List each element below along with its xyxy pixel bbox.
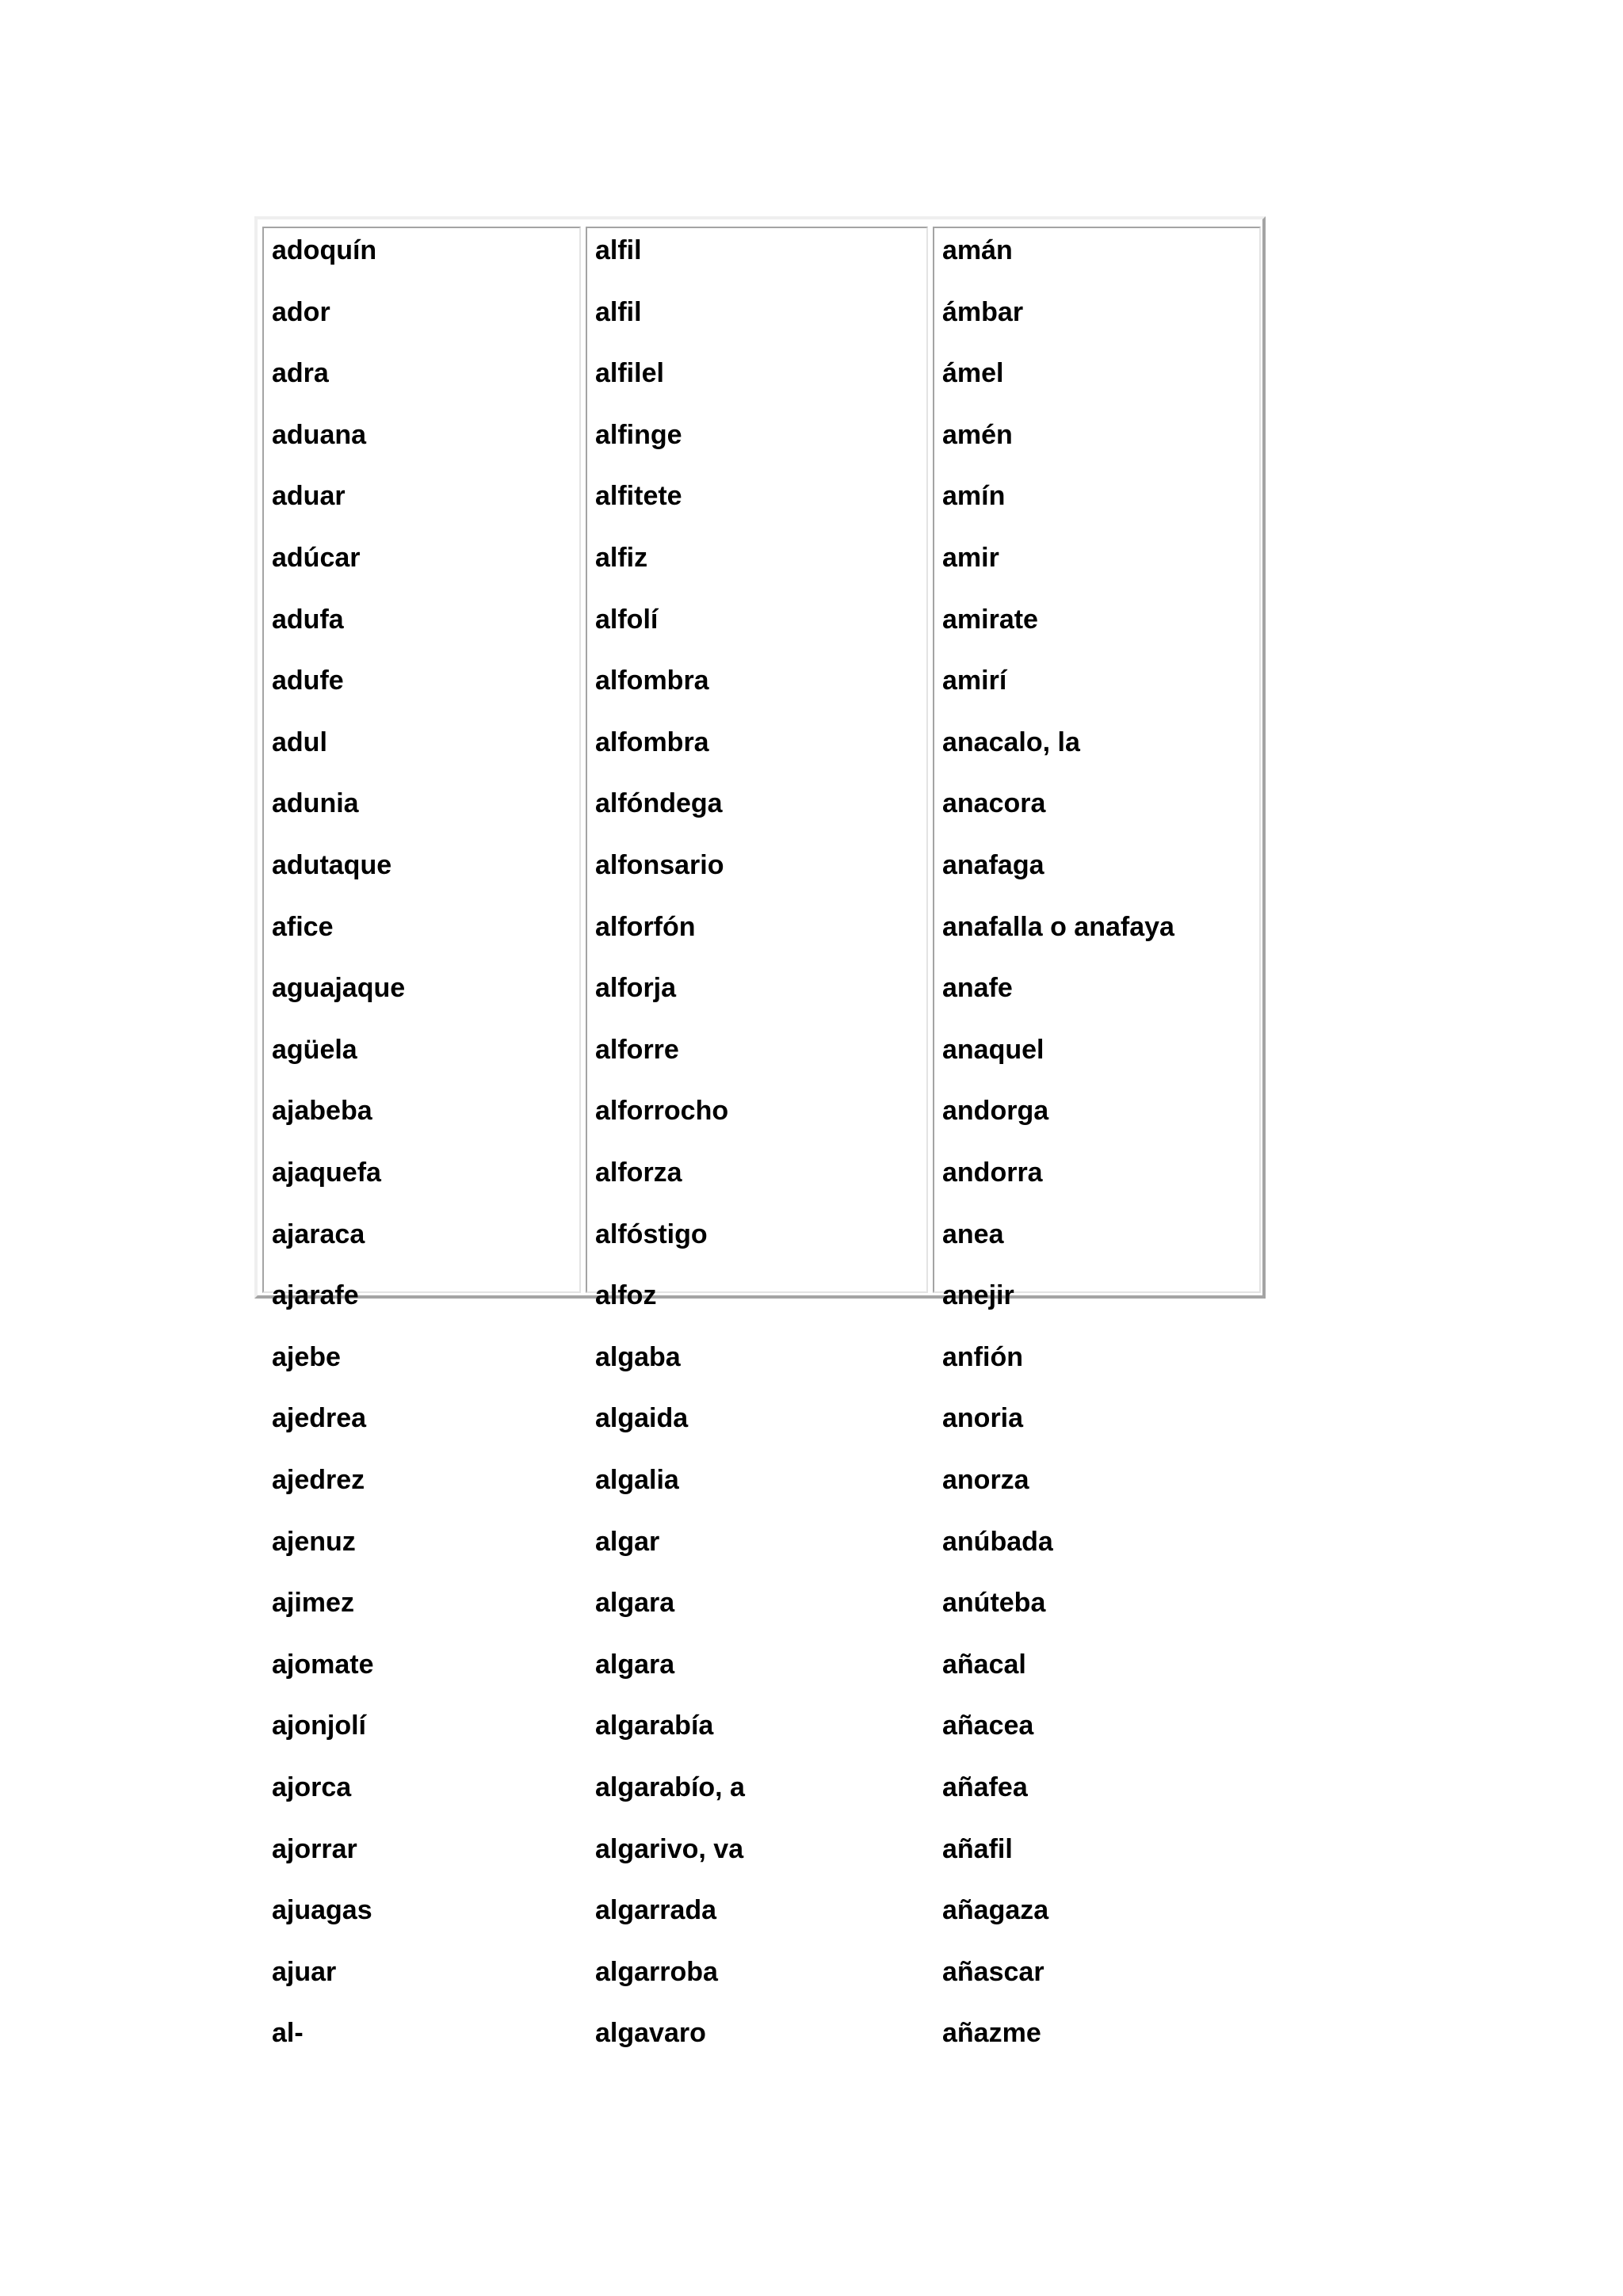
list-item: adufe (272, 666, 344, 696)
list-item: añagaza (942, 1895, 1049, 1926)
list-item: ajorca (272, 1772, 352, 1802)
list-item: añascar (942, 1956, 1044, 1987)
list-item: alforfón (595, 911, 696, 942)
list-item: anúteba (942, 1588, 1046, 1619)
table-column-2 (586, 227, 928, 2049)
list-item: alfinge (595, 419, 682, 450)
list-item: ajorrar (272, 1833, 357, 1864)
list-item: ajedrea (272, 1403, 367, 1434)
list-item: ajaquefa (272, 1158, 381, 1188)
list-item: anorza (942, 1465, 1029, 1495)
list-item: alforja (595, 973, 677, 1004)
list-item: ajebe (272, 1341, 341, 1372)
list-item: alfonsario (595, 850, 724, 880)
list-item: ador (272, 296, 330, 327)
list-item: alfoz (595, 1280, 657, 1311)
list-item: algara (595, 1649, 675, 1680)
list-item: amén (942, 419, 1013, 450)
list-item: al- (272, 2018, 304, 2049)
list-item: ajimez (272, 1588, 354, 1619)
list-item: alforza (595, 1158, 682, 1188)
list-item: añafil (942, 1833, 1013, 1864)
list-item: aduana (272, 419, 367, 450)
list-item: algaba (595, 1341, 681, 1372)
list-item: ajenuz (272, 1526, 356, 1557)
list-item: amín (942, 481, 1006, 512)
list-item: amán (942, 235, 1013, 265)
list-item: anejir (942, 1280, 1014, 1311)
list-item: alfilel (595, 358, 664, 389)
list-item: andorra (942, 1158, 1043, 1188)
list-item: alfitete (595, 481, 682, 512)
list-item: ámel (942, 358, 1004, 389)
list-item: aguajaque (272, 973, 406, 1004)
list-item: anafaga (942, 850, 1044, 880)
list-item: ajedrez (272, 1465, 365, 1495)
list-item: andorga (942, 1096, 1049, 1127)
list-item: algarabío, a (595, 1772, 745, 1802)
list-item: anúbada (942, 1526, 1053, 1557)
list-item: amirí (942, 666, 1007, 696)
list-item: algalia (595, 1465, 679, 1495)
list-item: adul (272, 727, 327, 757)
table-column-1 (262, 227, 581, 2049)
list-item: adra (272, 358, 329, 389)
list-item: añazme (942, 2018, 1041, 2049)
list-item: añacal (942, 1649, 1026, 1680)
list-item: alfil (595, 235, 642, 265)
list-item: anafalla o anafaya (942, 911, 1174, 942)
list-item: ajarafe (272, 1280, 359, 1311)
list-item: ajonjolí (272, 1711, 366, 1741)
list-item: alfiz (595, 543, 648, 573)
list-item: anoria (942, 1403, 1024, 1434)
list-item: adúcar (272, 543, 361, 573)
list-item: anafe (942, 973, 1013, 1004)
list-item: algaida (595, 1403, 689, 1434)
list-item: agüela (272, 1034, 357, 1065)
list-item: alfombra (595, 666, 709, 696)
list-item: alforrocho (595, 1096, 729, 1127)
list-item: anacora (942, 788, 1046, 819)
list-item: algar (595, 1526, 660, 1557)
list-item: adufa (272, 604, 344, 635)
list-item: algarabía (595, 1711, 714, 1741)
list-item: anaquel (942, 1034, 1044, 1065)
list-item: amir (942, 543, 999, 573)
list-item: alfóndega (595, 788, 723, 819)
list-item: alfil (595, 296, 642, 327)
list-item: anacalo, la (942, 727, 1080, 757)
list-item: algara (595, 1588, 675, 1619)
list-item: añafea (942, 1772, 1028, 1802)
list-item: adoquín (272, 235, 377, 265)
list-item: adutaque (272, 850, 392, 880)
list-item: algarrada (595, 1895, 717, 1926)
list-item: ajabeba (272, 1096, 372, 1127)
list-item: ajomate (272, 1649, 374, 1680)
list-item: ajuar (272, 1956, 337, 1987)
word-table (254, 216, 1266, 2049)
list-item: añacea (942, 1711, 1034, 1741)
list-item: alfóstigo (595, 1219, 708, 1249)
table-column-3 (933, 227, 1261, 2049)
list-item: alfombra (595, 727, 709, 757)
list-item: adunia (272, 788, 359, 819)
list-item: alforre (595, 1034, 679, 1065)
list-item: anea (942, 1219, 1004, 1249)
list-item: aduar (272, 481, 346, 512)
list-item: afice (272, 911, 334, 942)
list-item: ámbar (942, 296, 1024, 327)
list-item: ajuagas (272, 1895, 372, 1926)
list-item: algarroba (595, 1956, 718, 1987)
list-item: anfión (942, 1341, 1023, 1372)
list-item: ajaraca (272, 1219, 365, 1249)
list-item: algavaro (595, 2018, 706, 2049)
list-item: amirate (942, 604, 1038, 635)
list-item: algarivo, va (595, 1833, 744, 1864)
list-item: alfolí (595, 604, 659, 635)
